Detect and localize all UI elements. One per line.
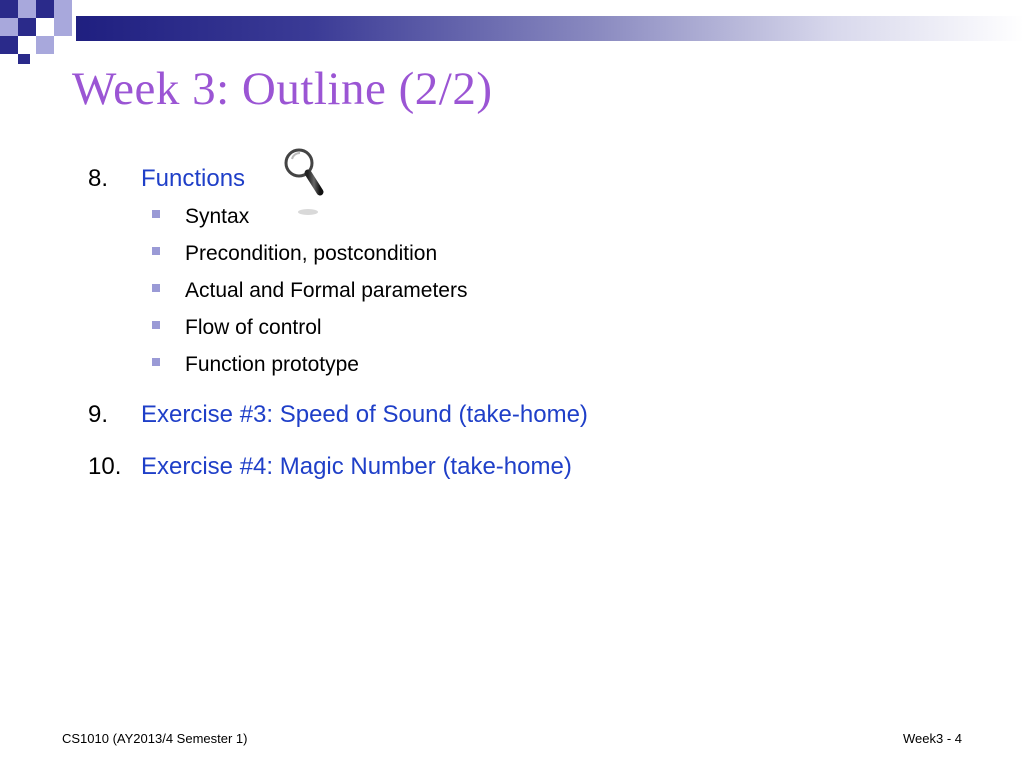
slide-title: Week 3: Outline (2/2) [72,63,493,115]
bullet-icon [152,210,160,218]
subitem-syntax: Syntax [185,205,250,228]
bullet-icon [152,247,160,255]
outline-item-exercise-3: Exercise #3: Speed of Sound (take-home) [141,401,588,428]
footer-page-number: Week3 - 4 [902,731,962,746]
item-number: 10. [88,453,122,480]
bullet-icon [152,358,160,366]
outline-item-exercise-4: Exercise #4: Magic Number (take-home) [141,453,572,480]
subitem-parameters: Actual and Formal parameters [185,279,468,302]
outline-item-functions: Functions [141,165,246,192]
item-number: 8. [88,165,109,192]
subitem-function-prototype: Function prototype [185,353,359,376]
item-number: 9. [88,401,109,428]
magnifier-icon [282,146,330,218]
bullet-icon [152,321,160,329]
subitem-precondition: Precondition, postcondition [185,242,438,265]
bullet-icon [152,284,160,292]
subitem-flow-of-control: Flow of control [185,316,322,339]
footer-course: CS1010 (AY2013/4 Semester 1) [62,731,248,746]
